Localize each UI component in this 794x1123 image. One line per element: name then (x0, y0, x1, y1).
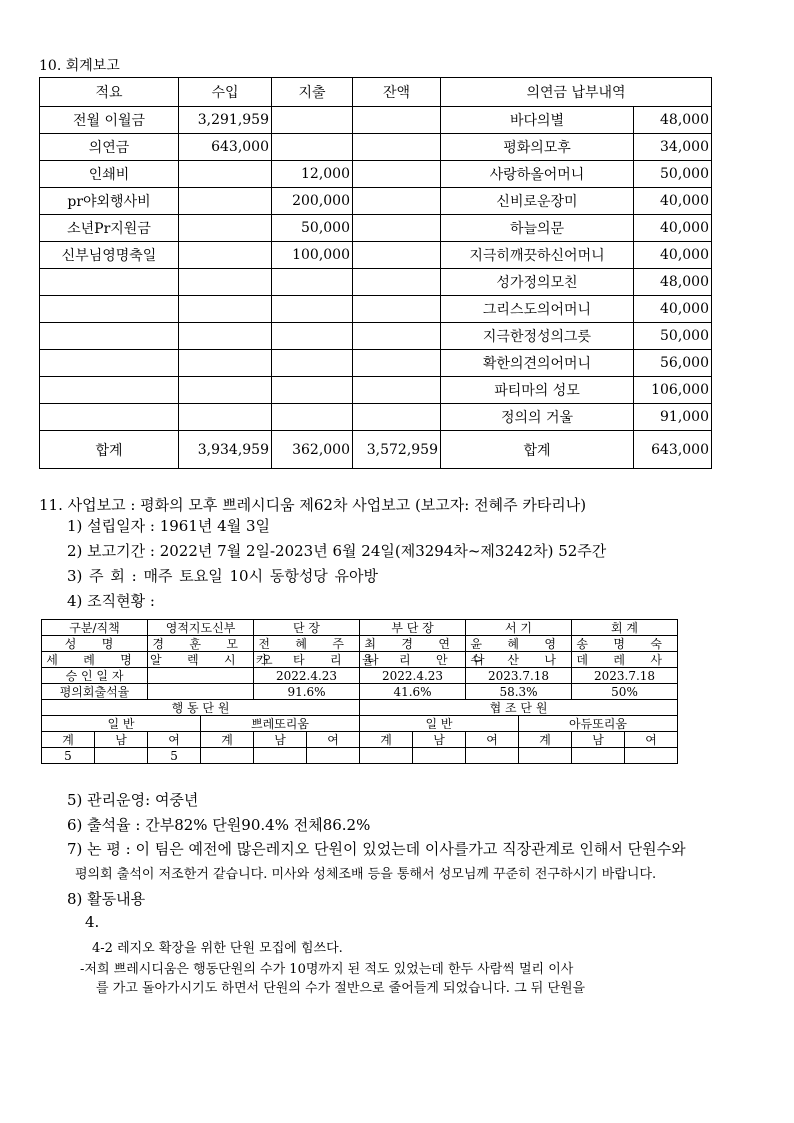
org-count-cell (572, 748, 625, 764)
management: 5) 관리운영: 여중년 (67, 791, 199, 809)
accounting-cell-expense (272, 404, 353, 431)
org-row (42, 652, 678, 668)
org-col-cell: 여 (307, 732, 360, 748)
accounting-cell-balance (353, 296, 441, 323)
org-row (42, 636, 678, 652)
org-cell: 알 렉 시 오 (148, 652, 254, 668)
org-count-cell (95, 748, 148, 764)
accounting-cell-expense (272, 323, 353, 350)
accounting-cell-desc (40, 350, 179, 377)
accounting-header-cell: 잔액 (353, 78, 441, 107)
org-header-cell: 구분/직책 (42, 620, 148, 636)
org-row (42, 668, 678, 684)
accounting-cell-balance (353, 269, 441, 296)
accounting-header-row (40, 78, 712, 107)
org-cell: 승 인 일 자 (42, 668, 148, 684)
accounting-cell-expense: 12,000 (272, 161, 353, 188)
org-header-cell: 부 단 장 (360, 620, 466, 636)
org-cols-row (42, 732, 678, 748)
org-row (42, 684, 678, 700)
accounting-row (40, 350, 712, 377)
accounting-table (39, 77, 712, 469)
org-cell: 평의회출석율 (42, 684, 148, 700)
accounting-row (40, 215, 712, 242)
org-col-cell: 여 (148, 732, 201, 748)
accounting-cell-desc: 신부님영명축일 (40, 242, 179, 269)
org-count-cell (254, 748, 307, 764)
org-cell: 2023.7.18 (466, 668, 572, 684)
accounting-cell-desc (40, 323, 179, 350)
org-cell: 2023.7.18 (572, 668, 678, 684)
org-cell: 카 타 리 나 (254, 652, 360, 668)
accounting-cell-income (179, 350, 272, 377)
accounting-cell-balance (353, 134, 441, 161)
org-col-cell: 계 (201, 732, 254, 748)
org-col-cell: 계 (42, 732, 95, 748)
accounting-cell-amount: 91,000 (634, 404, 712, 431)
accounting-total-amount: 643,000 (634, 431, 712, 469)
review-line-2: 평의회 출석이 저조한거 같습니다. 미사와 성체조배 등을 통해서 성모님께 꾸준히 전구하시기 바랍니다. (75, 867, 657, 882)
accounting-cell-income (179, 296, 272, 323)
accounting-cell-balance (353, 107, 441, 134)
org-col-cell: 계 (519, 732, 572, 748)
org-cell: 2022.4.23 (360, 668, 466, 684)
accounting-cell-balance (353, 161, 441, 188)
activity-4: 4. (85, 913, 100, 931)
org-cell: 전 혜 주 (254, 636, 360, 652)
accounting-cell-income (179, 242, 272, 269)
org-col-cell: 남 (95, 732, 148, 748)
accounting-row (40, 269, 712, 296)
org-header-cell: 단 장 (254, 620, 360, 636)
accounting-cell-amount: 40,000 (634, 296, 712, 323)
activities-label: 8) 활동내용 (67, 890, 146, 908)
accounting-cell-expense (272, 107, 353, 134)
organization-table (41, 619, 678, 764)
org-cell: 데 레 사 (572, 652, 678, 668)
accounting-total-balance: 3,572,959 (353, 431, 441, 469)
accounting-cell-desc (40, 269, 179, 296)
org-group-cell: 협 조 단 원 (360, 700, 678, 716)
accounting-total-label: 합계 (40, 431, 179, 469)
accounting-cell-expense: 100,000 (272, 242, 353, 269)
accounting-cell-desc: 인쇄비 (40, 161, 179, 188)
accounting-cell-income (179, 161, 272, 188)
accounting-row (40, 377, 712, 404)
report-period: 2) 보고기간 : 2022년 7월 2일-2023년 6월 24일(제3294차~제3242차) 52주간 (67, 542, 607, 560)
org-col-cell: 남 (413, 732, 466, 748)
accounting-cell-donor: 바다의별 (441, 107, 634, 134)
accounting-row (40, 134, 712, 161)
accounting-cell-donor: 확한의견의어머니 (441, 350, 634, 377)
org-col-cell: 남 (572, 732, 625, 748)
accounting-cell-income (179, 188, 272, 215)
org-header-cell: 영적지도신부 (148, 620, 254, 636)
accounting-cell-amount: 48,000 (634, 107, 712, 134)
org-cell: 58.3% (466, 684, 572, 700)
meeting-info: 3) 주 회 : 매주 토요일 10시 동항성당 유아방 (67, 567, 379, 585)
accounting-row (40, 323, 712, 350)
org-subgroup-row (42, 716, 678, 732)
org-cell: 91.6% (254, 684, 360, 700)
org-count-row (42, 748, 678, 764)
org-cell: 율 리 안 나 (360, 652, 466, 668)
org-cell: 41.6% (360, 684, 466, 700)
accounting-cell-expense: 200,000 (272, 188, 353, 215)
accounting-total-income: 3,934,959 (179, 431, 272, 469)
accounting-cell-amount: 56,000 (634, 350, 712, 377)
org-cell: 2022.4.23 (254, 668, 360, 684)
section11-title: 11. 사업보고 : 평화의 모후 쁘레시디움 제62차 사업보고 (보고자: 전혜주 카타리나) (39, 496, 587, 514)
org-col-cell: 여 (466, 732, 519, 748)
accounting-cell-income: 643,000 (179, 134, 272, 161)
accounting-header-cell: 수입 (179, 78, 272, 107)
accounting-row (40, 242, 712, 269)
accounting-row (40, 296, 712, 323)
accounting-row (40, 404, 712, 431)
accounting-cell-balance (353, 350, 441, 377)
accounting-cell-balance (353, 242, 441, 269)
accounting-cell-donor: 정의의 거울 (441, 404, 634, 431)
accounting-cell-desc: pr야외행사비 (40, 188, 179, 215)
org-count-cell (466, 748, 519, 764)
org-status-label: 4) 조직현황 : (67, 592, 155, 610)
accounting-cell-donor: 하늘의문 (441, 215, 634, 242)
accounting-cell-desc: 의연금 (40, 134, 179, 161)
accounting-total-expense: 362,000 (272, 431, 353, 469)
accounting-cell-expense (272, 350, 353, 377)
org-cell: 성 명 (42, 636, 148, 652)
org-subgroup-cell: 일 반 (42, 716, 201, 732)
accounting-header-cell: 지출 (272, 78, 353, 107)
org-group-cell: 행 동 단 원 (42, 700, 360, 716)
accounting-cell-income (179, 269, 272, 296)
accounting-row (40, 188, 712, 215)
org-subgroup-cell: 일 반 (360, 716, 519, 732)
section10-title: 10. 회계보고 (39, 58, 120, 74)
org-cell: 50% (572, 684, 678, 700)
org-count-cell (519, 748, 572, 764)
accounting-cell-amount: 34,000 (634, 134, 712, 161)
org-cell: 최 경 연 (360, 636, 466, 652)
accounting-cell-balance (353, 404, 441, 431)
accounting-cell-income (179, 215, 272, 242)
accounting-row (40, 107, 712, 134)
accounting-cell-desc: 소년Pr지원금 (40, 215, 179, 242)
accounting-total-row (40, 431, 712, 469)
paragraph-line-1: -저희 쁘레시디움은 행동단원의 수가 10명까지 된 적도 있었는데 한두 사람씩 멀리 이사 (80, 962, 574, 977)
accounting-cell-expense (272, 296, 353, 323)
org-cell: 세 례 명 (42, 652, 148, 668)
paragraph-line-2: 를 가고 돌아가시기도 하면서 단원의 수가 절반으로 줄어들게 되었습니다. 그 뒤 단원을 (96, 981, 586, 996)
accounting-cell-amount: 48,000 (634, 269, 712, 296)
accounting-cell-desc (40, 296, 179, 323)
org-cell: 경 훈 모 (148, 636, 254, 652)
accounting-cell-income: 3,291,959 (179, 107, 272, 134)
org-header-cell: 회 계 (572, 620, 678, 636)
org-col-cell: 남 (254, 732, 307, 748)
org-cell: 송 명 숙 (572, 636, 678, 652)
review-line-1: 7) 논 평 : 이 팀은 예전에 많은레지오 단원이 있었는데 이사를가고 직장관계로 인해서 단원수와 (67, 840, 686, 858)
accounting-cell-amount: 50,000 (634, 161, 712, 188)
org-header-cell: 서 기 (466, 620, 572, 636)
org-header-row (42, 620, 678, 636)
accounting-cell-balance (353, 215, 441, 242)
org-subgroup-cell: 쁘레또리움 (201, 716, 360, 732)
org-cell (148, 684, 254, 700)
org-col-cell: 계 (360, 732, 413, 748)
accounting-cell-balance (353, 377, 441, 404)
org-count-cell (360, 748, 413, 764)
accounting-cell-donor: 지극히깨끗하신어머니 (441, 242, 634, 269)
accounting-cell-donor: 파티마의 성모 (441, 377, 634, 404)
accounting-cell-balance (353, 323, 441, 350)
accounting-cell-amount: 40,000 (634, 242, 712, 269)
accounting-cell-balance (353, 188, 441, 215)
accounting-cell-donor: 평화의모후 (441, 134, 634, 161)
accounting-cell-expense: 50,000 (272, 215, 353, 242)
org-count-cell: 5 (42, 748, 95, 764)
founding-date: 1) 설립일자 : 1961년 4월 3일 (67, 517, 270, 535)
org-count-cell (625, 748, 678, 764)
org-cell: 수 산 나 (466, 652, 572, 668)
org-count-cell (307, 748, 360, 764)
org-group-row (42, 700, 678, 716)
accounting-header-cell: 적요 (40, 78, 179, 107)
accounting-cell-expense (272, 377, 353, 404)
org-count-cell (201, 748, 254, 764)
accounting-cell-donor: 성가정의모친 (441, 269, 634, 296)
accounting-cell-desc (40, 404, 179, 431)
accounting-total-donor_label: 합계 (441, 431, 634, 469)
accounting-cell-expense (272, 269, 353, 296)
accounting-cell-amount: 40,000 (634, 215, 712, 242)
accounting-cell-expense (272, 134, 353, 161)
attendance-rate: 6) 출석율 : 간부82% 단원90.4% 전체86.2% (67, 816, 371, 834)
accounting-cell-donor: 신비로운장미 (441, 188, 634, 215)
accounting-cell-donor: 지극한정성의그릇 (441, 323, 634, 350)
accounting-cell-income (179, 323, 272, 350)
accounting-row (40, 161, 712, 188)
accounting-cell-amount: 40,000 (634, 188, 712, 215)
accounting-cell-donor: 사랑하올어머니 (441, 161, 634, 188)
accounting-header-cell: 의연금 납부내역 (441, 78, 712, 107)
accounting-cell-amount: 50,000 (634, 323, 712, 350)
accounting-cell-income (179, 404, 272, 431)
org-col-cell: 여 (625, 732, 678, 748)
accounting-cell-amount: 106,000 (634, 377, 712, 404)
accounting-cell-desc (40, 377, 179, 404)
org-cell: 윤 혜 영 (466, 636, 572, 652)
org-cell (148, 668, 254, 684)
accounting-cell-income (179, 377, 272, 404)
org-count-cell (413, 748, 466, 764)
org-count-cell: 5 (148, 748, 201, 764)
org-subgroup-cell: 아듀또리움 (519, 716, 678, 732)
accounting-cell-donor: 그리스도의어머니 (441, 296, 634, 323)
activity-4-2: 4-2 레지오 확장을 위한 단원 모집에 힘쓰다. (92, 941, 343, 956)
accounting-cell-desc: 전월 이월금 (40, 107, 179, 134)
